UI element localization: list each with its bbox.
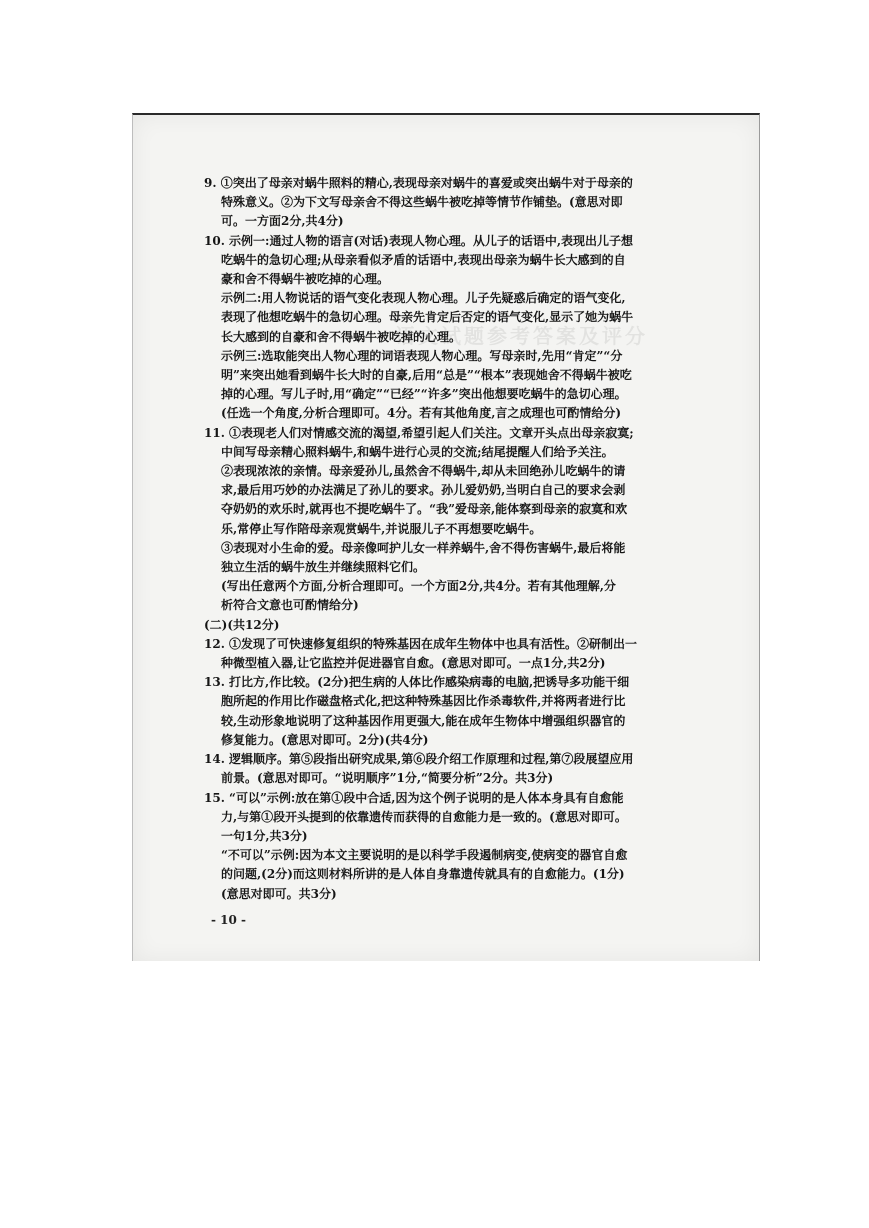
answer-line: (意思对即可。共3分) [221,886,337,901]
answer-line: 豪和舍不得蜗牛被吃掉的心理。 [221,272,390,287]
answer-q12 [204,635,739,673]
answer-key-text [204,174,739,904]
answer-line: 13. 打比方,作比较。(2分)把生病的人体比作感染病毒的电脑,把诱导多功能干细 [204,675,630,690]
answer-line: (任选一个角度,分析合理即可。4分。若有其他角度,言之成理也可酌情给分) [221,406,622,421]
answer-line: 表现了他想吃蜗牛的急切心理。母亲先肯定后否定的语气变化,显示了她为蜗牛 [221,310,634,325]
answer-line: 的问题,(2分)而这则材料所讲的是人体自身靠遗传就具有的自愈能力。(1分) [221,867,625,882]
answer-line: 9. ①突出了母亲对蜗牛照料的精心,表现母亲对蜗牛的喜爱或突出蜗牛对于母亲的 [204,176,633,190]
answer-line: 示例三:选取能突出人物心理的词语表现人物心理。写母亲时,先用“肯定”“分 [221,348,623,363]
answer-line: 10. 示例一:通过人物的语言(对话)表现人物心理。从儿子的话语中,表现出儿子想 [204,233,634,248]
answer-line: 11. ①表现老人们对情感交流的渴望,希望引起人们关注。文章开头点出母亲寂寞; [204,425,634,440]
answer-line: 夺奶奶的欢乐时,就再也不提吃蜗牛了。“我”爱母亲,能体察到母亲的寂寞和欢 [221,502,628,517]
answer-q14 [204,750,739,788]
answer-line: 中间写母亲精心照料蜗牛,和蜗牛进行心灵的交流;结尾提醒人们给予关注。 [221,444,614,459]
answer-line: (二)(共12分) [204,617,280,632]
answer-line: 长大感到的自豪和舍不得蜗牛被吃掉的心理。 [221,329,462,344]
answer-line: 较,生动形象地说明了这种基因作用更强大,能在成年生物体中增强组织器官的 [221,713,626,728]
answer-line: 示例二:用人物说话的语气变化表现人物心理。儿子先疑惑后确定的语气变化, [221,291,626,306]
answer-q9 [204,174,739,232]
answer-line: 种微型植入器,让它监控并促进器官自愈。(意思对即可。一点1分,共2分) [221,656,606,671]
answer-line: 乐,常停止写作陪母亲观赏蜗牛,并说服儿子不再想要吃蜗牛。 [221,521,542,536]
bleed-through-heading: 语文试题参考答案及评分 [395,324,648,348]
answer-line: ②表现浓浓的亲情。母亲爱孙儿,虽然舍不得蜗牛,却从未回绝孙儿吃蜗牛的请 [221,464,626,479]
page-number: - 10 - [211,913,247,927]
scanned-page [132,113,760,961]
answer-line: 15. “可以”示例:放在第①段中合适,因为这个例子说明的是人体本身具有自愈能 [204,790,624,805]
answer-line: 吃蜗牛的急切心理;从母亲看似矛盾的话语中,表现出母亲为蜗牛长大感到的自 [221,252,626,267]
answer-line: 可。一方面2分,共4分) [221,214,344,229]
answer-line: 一句1分,共3分) [221,828,308,843]
answer-line: 胞所起的作用比作磁盘格式化,把这种特殊基因比作杀毒软件,并将两者进行比 [221,694,626,709]
answer-q13 [204,673,739,750]
answer-line: “不可以”示例:因为本文主要说明的是以科学手段遏制病变,使病变的器官自愈 [221,848,628,863]
answer-line: 求,最后用巧妙的办法满足了孙儿的要求。孙儿爱奶奶,当明白自己的要求会剥 [221,483,626,498]
answer-line: 12. ①发现了可快速修复组织的特殊基因在成年生物体中也具有活性。②研制出一 [204,636,638,651]
answer-line: ③表现对小生命的爱。母亲像呵护儿女一样养蜗牛,舍不得伤害蜗牛,最后将能 [221,540,626,555]
answer-line: 独立生活的蜗牛放生并继续照料它们。 [221,560,426,575]
answer-line: 14. 逻辑顺序。第⑤段指出研究成果,第⑥段介绍工作原理和过程,第⑦段展望应用 [204,752,634,767]
answer-line: 力,与第①段开头提到的依靠遗传而获得的自愈能力是一致的。(意思对即可。 [221,809,627,824]
answer-line: 修复能力。(意思对即可。2分)(共4分) [221,732,429,747]
answer-line: 明”来突出她看到蜗牛长大时的自豪,后用“总是”“根本”表现她舍不得蜗牛被吃 [221,368,632,383]
answer-line: 特殊意义。②为下文写母亲舍不得这些蜗牛被吃掉等情节作铺垫。(意思对即 [221,195,623,210]
answer-section2 [204,616,739,635]
answer-line: 析符合文意也可酌情给分) [221,598,359,613]
answer-q10 [204,232,739,424]
answer-q15 [204,789,739,904]
answer-line: (写出任意两个方面,分析合理即可。一个方面2分,共4分。若有其他理解,分 [221,579,616,594]
answer-line: 前景。(意思对即可。“说明顺序”1分,“简要分析”2分。共3分) [221,771,554,786]
answer-q11 [204,424,739,616]
answer-line: 掉的心理。写儿子时,用“确定”“已经”“许多”突出他想要吃蜗牛的急切心理。 [221,387,627,402]
